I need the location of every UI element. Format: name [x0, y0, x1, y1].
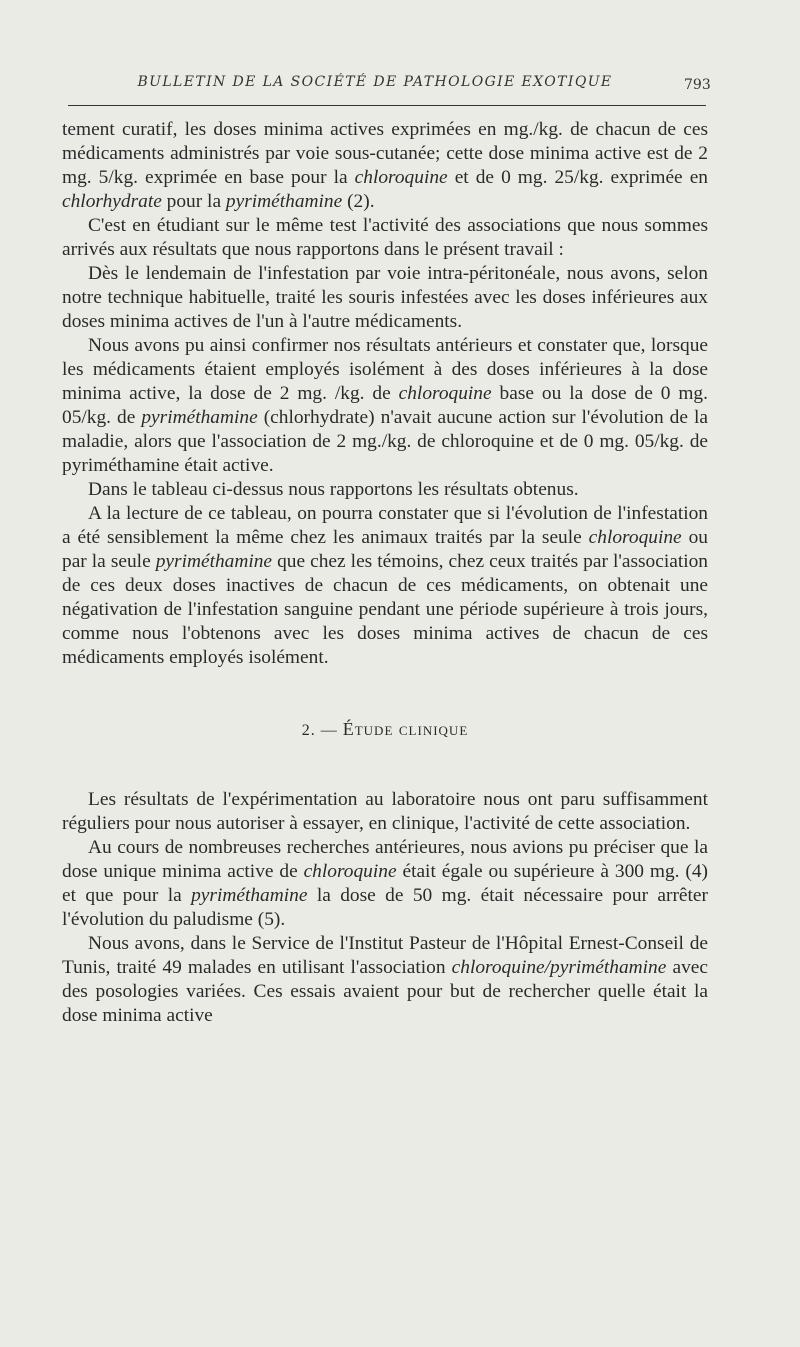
header-rule	[68, 105, 706, 106]
paragraph-8: Au cours de nombreuses recherches antérieures, nous avions pu préciser que la dose unique minima active de chloroquine était égale ou supérieure à 300 mg. (4) et que pour la pyriméthamine la dose de 50 mg. était nécessaire pour arrêter l'évolution du paludisme (5).	[62, 837, 708, 930]
section-heading	[62, 717, 708, 743]
running-title: BULLETIN DE LA SOCIÉTÉ DE PATHOLOGIE EXOTIQUE	[137, 74, 613, 90]
paragraph-3: Dès le lendemain de l'infestation par voie intra-péritonéale, nous avons, selon notre technique habituelle, traité les souris infestées avec les doses inférieures aux doses minima actives de l'un à l'autre médicaments.	[62, 263, 708, 332]
paragraph-5: Dans le tableau ci-dessus nous rapportons les résultats obtenus.	[88, 479, 579, 500]
paragraph-7: Les résultats de l'expérimentation au laboratoire nous ont paru suffisamment réguliers pour nous autoriser à essayer, en clinique, l'activité de cette association.	[62, 789, 708, 834]
paragraph-1: tement curatif, les doses minima actives exprimées en mg./kg. de chacun de ces médicaments administrés par voie sous-cutanée; cette dose minima active est de 2 mg. 5/kg. exprimée en base pour la chloroquine et de 0 mg. 25/kg. exprimée en chlorhydrate pour la pyriméthamine (2).	[62, 119, 708, 212]
article-body	[62, 118, 708, 1028]
paragraph-4: Nous avons pu ainsi confirmer nos résultats antérieurs et constater que, lorsque les médicaments étaient employés isolément à des doses inférieures à la dose minima active, la dose de 2 mg. /kg. de chloroquine base ou la dose de 0 mg. 05/kg. de pyriméthamine (chlorhydrate) n'avait aucune action sur l'évolution de la maladie, alors que l'association de 2 mg./kg. de chloroquine et de 0 mg. 05/kg. de pyriméthamine était active.	[62, 335, 708, 476]
section-title: Étude clinique	[342, 719, 469, 739]
paragraph-2: C'est en étudiant sur le même test l'activité des associations que nous sommes arrivés aux résultats que nous rapportons dans le présent travail :	[62, 215, 708, 260]
paragraph-9: Nous avons, dans le Service de l'Institut Pasteur de l'Hôpital Ernest-Conseil de Tunis, traité 49 malades en utilisant l'association chloroquine/pyriméthamine avec des posologies variées. Ces essais avaient pour but de rechercher quelle était la dose minima active	[62, 933, 708, 1026]
paragraph-6: A la lecture de ce tableau, on pourra constater que si l'évolution de l'infestation a été sensiblement la même chez les animaux traités par la seule chloroquine ou par la seule pyriméthamine que chez les témoins, chez ceux traités par l'association de ces deux doses inactives de chacun de ces médicaments, on obtenait une négativation de l'infestation sanguine pendant une période supérieure à trois jours, comme nous l'obtenons avec les doses minima actives de chacun de ces médicaments employés isolément.	[62, 503, 708, 668]
section-number: 2. —	[301, 722, 338, 739]
page-number: 793	[684, 77, 711, 93]
